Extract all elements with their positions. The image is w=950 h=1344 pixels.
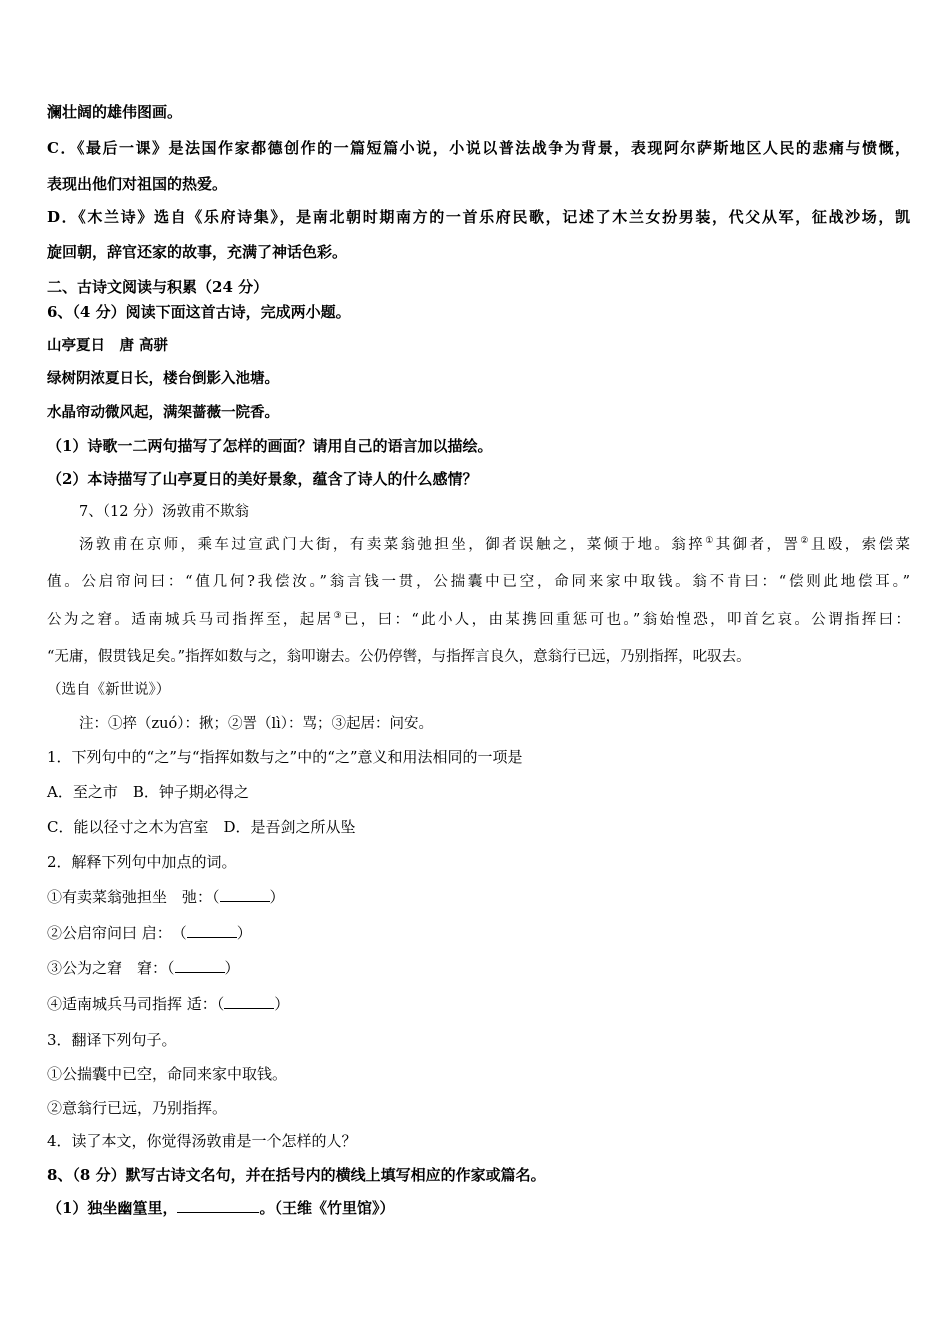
sub-question-2: （2）本诗描写了山亭夏日的美好景象，蕴含了诗人的什么感情？ [47,470,478,488]
item-text: ②公启帘问曰 启： （ [47,924,187,942]
item-text: ） [224,959,240,977]
passage-text: 公为之窘。适南城兵马司指挥至，起居 [47,612,334,628]
question-8-heading: 8、（8 分）默写古诗文名句，并在括号内的横线上填写相应的作家或篇名。 [47,1166,546,1184]
answer-blank[interactable] [175,958,225,973]
options-ab: A．至之市 B．钟子期必得之 [47,783,249,801]
annotation-note: 注：①捽（zuó）：揪；②詈（lì）：骂；③起居：问安。 [79,716,433,732]
explain-item-2 [47,923,252,943]
translate-item-2: ②意翁行已远，乃别指挥。 [47,1099,228,1117]
poem-line-2: 水晶帘动微风起，满架蔷薇一院香。 [47,404,279,421]
answer-blank[interactable] [220,887,270,902]
footnote-mark: ③ [333,611,344,622]
question-7-2: 2．解释下列句中加点的词。 [47,853,237,871]
text-line: 表现出他们对祖国的热爱。 [47,175,228,193]
passage-text: 汤敦甫在京师，乘车过宣武门大街，有卖菜翁弛担坐，御者误触之，菜倾于地。翁捽 [79,537,706,553]
option-d-line: D．《木兰诗》选自《乐府诗集》，是南北朝时期南方的一首乐府民歌，记述了木兰女扮男装，代父从军，征战沙场，凯 [47,208,910,226]
item-text: ③公为之窘 窘：（ [47,959,175,977]
passage-line-4: “无庸，假贯钱足矣。”指挥如数与之，翁叩谢去。公仍停辔，与指挥言良久，意翁行已远，乃别指挥，叱驭去。 [47,649,751,665]
item-text: ） [269,888,285,906]
passage-text: 且殴，索偿菜 [810,537,911,553]
item-text: ） [274,995,290,1013]
passage-line-3 [47,610,910,630]
answer-blank[interactable] [224,994,274,1009]
answer-blank[interactable] [177,1198,259,1213]
passage-text: 其御者，詈 [715,537,801,553]
text-line: 澜壮阔的雄伟图画。 [47,103,183,121]
question-8-1 [47,1198,394,1218]
passage-text: 已，曰：“此小人，由某携回重惩可也。”翁始惶恐，叩首乞哀。公谓指挥曰： [343,612,910,628]
explain-item-3 [47,958,240,978]
footnote-mark: ① [705,536,716,547]
poem-title: 山亭夏日 唐 高骈 [47,337,169,354]
passage-line-1 [79,535,910,555]
option-c-line: C．《最后一课》是法国作家都德创作的一篇短篇小说，小说以普法战争为背景，表现阿尔萨斯地区人民的悲痛与愤慨， [47,139,910,157]
explain-item-4 [47,994,289,1014]
section-heading: 二、古诗文阅读与积累（24 分） [47,278,269,296]
item-text: ④适南城兵马司指挥 适：（ [47,995,225,1013]
poem-line-1: 绿树阴浓夏日长，楼台倒影入池塘。 [47,370,279,387]
footnote-mark: ② [800,536,811,547]
item-text: （1）独坐幽篁里， [47,1199,178,1217]
question-7-1: 1．下列句中的“之”与“指挥如数与之”中的“之”意义和用法相同的一项是 [47,748,523,766]
explain-item-1 [47,887,285,907]
answer-blank[interactable] [187,923,237,938]
question-7-heading: 7、（12 分）汤敦甫不欺翁 [79,504,250,520]
item-text: ①有卖菜翁弛担坐 弛：（ [47,888,220,906]
question-7-3: 3．翻译下列句子。 [47,1031,177,1049]
item-text: 。（王维《竹里馆》） [259,1199,395,1217]
question-7-4: 4．读了本文，你觉得汤敦甫是一个怎样的人？ [47,1132,357,1150]
item-text: ） [236,924,252,942]
passage-line-2: 值。公启帘问曰：“值几何?我偿汝。”翁言钱一贯，公揣囊中已空，命同来家中取钱。翁不肯曰：“偿则此地偿耳。” [47,574,910,590]
question-6-heading: 6、（4 分）阅读下面这首古诗，完成两小题。 [47,303,351,321]
options-cd: C．能以径寸之木为宫室 D．是吾剑之所从坠 [47,818,356,836]
translate-item-1: ①公揣囊中已空，命同来家中取钱。 [47,1065,288,1083]
text-line: 旋回朝，辞官还家的故事，充满了神话色彩。 [47,243,348,261]
sub-question-1: （1）诗歌一二两句描写了怎样的画面？请用自己的语言加以描绘。 [47,437,493,455]
passage-source: （选自《新世说》） [47,682,171,698]
